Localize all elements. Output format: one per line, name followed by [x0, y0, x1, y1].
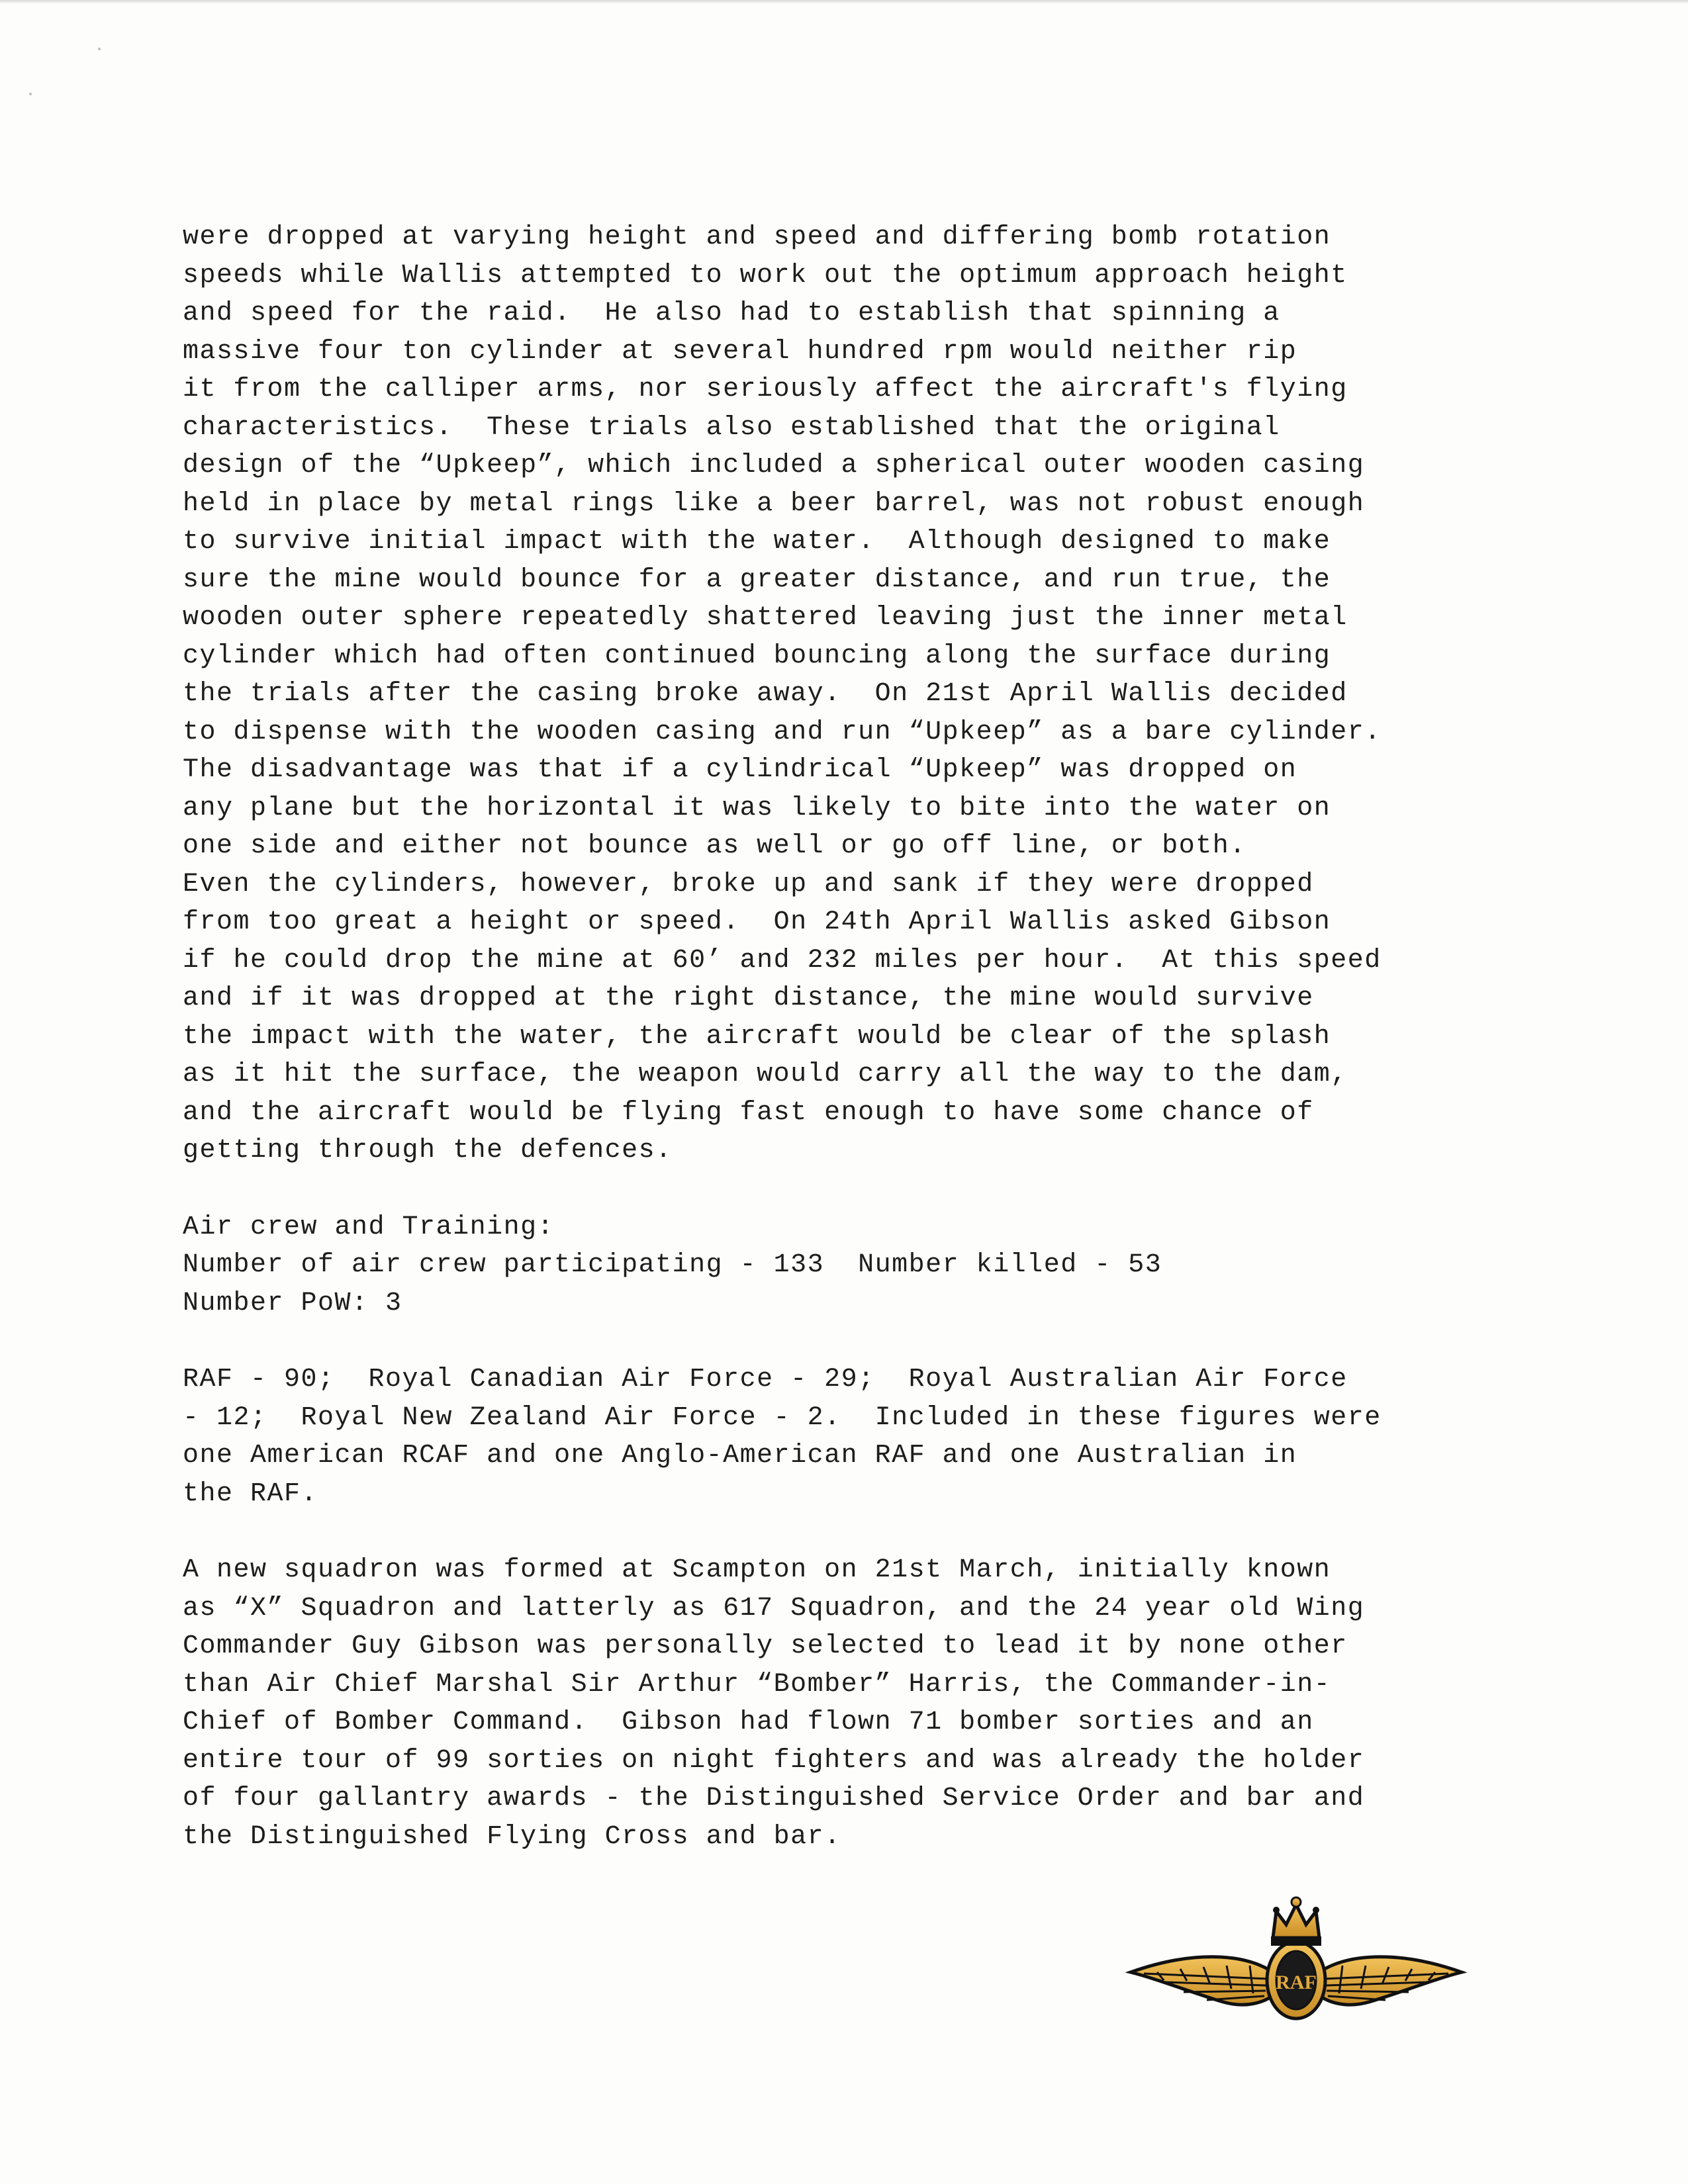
text-line: it from the calliper arms, nor seriously affect the aircraft's flying [183, 375, 1348, 404]
text-line: to dispense with the wooden casing and run “Upkeep” as a bare cylinder. [183, 717, 1382, 747]
text-line: Commander Guy Gibson was personally selected to lead it by none other [183, 1631, 1348, 1661]
forces-paragraph [183, 1361, 1480, 1513]
text-line: speeds while Wallis attempted to work out the optimum approach height [183, 260, 1348, 291]
text-line: design of the “Upkeep”, which included a spherical outer wooden casing [183, 451, 1365, 480]
text-line: any plane but the horizontal it was likely to bite into the water on [183, 793, 1331, 823]
text-line: from too great a height or speed. On 24th April Wallis asked Gibson [183, 907, 1331, 937]
text-line: of four gallantry awards - the Distinguished Service Order and bar and [183, 1784, 1365, 1813]
text-line: if he could drop the mine at 60’ and 232 miles per hour. At this speed [183, 945, 1382, 976]
text-line: as “X” Squadron and latterly as 617 Squadron, and the 24 year old Wing [183, 1593, 1365, 1623]
text-line: the impact with the water, the aircraft would be clear of the splash [183, 1021, 1331, 1052]
text-line: and the aircraft would be flying fast enough to have some chance of [183, 1097, 1314, 1128]
text-line: getting through the defences. [183, 1136, 673, 1165]
text-line: Chief of Bomber Command. Gibson had flown 71 bomber sorties and an [183, 1707, 1314, 1737]
text-line: RAF - 90; Royal Canadian Air Force - 29; Royal Australian Air Force [183, 1365, 1348, 1394]
text-line: cylinder which had often continued bouncing along the surface during [183, 641, 1331, 671]
air-crew-pow: Number PoW: 3 [183, 1288, 402, 1318]
text-line: one American RCAF and one Anglo-American RAF and one Australian in [183, 1441, 1297, 1471]
text-line: were dropped at varying height and speed and differing bomb rotation [183, 222, 1331, 252]
paper-speck [98, 48, 101, 50]
text-line: - 12; Royal New Zealand Air Force - 2. Included in these figures were [183, 1402, 1382, 1433]
text-line: wooden outer sphere repeatedly shattered leaving just the inner metal [183, 603, 1348, 633]
text-line: to survive initial impact with the water. Although designed to make [183, 527, 1331, 557]
text-line: held in place by metal rings like a beer barrel, was not robust enough [183, 488, 1365, 519]
text-line: Even the cylinders, however, broke up and sank if they were dropped [183, 869, 1314, 899]
text-line: sure the mine would bounce for a greater distance, and run true, the [183, 565, 1331, 595]
right-wing [1319, 1957, 1462, 2005]
text-line: A new squadron was formed at Scampton on 21st March, initially known [183, 1555, 1331, 1585]
text-line: as it hit the surface, the weapon would carry all the way to the dam, [183, 1060, 1348, 1089]
text-line: massive four ton cylinder at several hundred rpm would neither rip [183, 336, 1297, 367]
text-line: the Distinguished Flying Cross and bar. [183, 1821, 841, 1852]
page-top-edge [0, 0, 1688, 4]
squadron-paragraph [183, 1551, 1480, 1856]
air-crew-section [183, 1208, 1480, 1323]
text-line: The disadvantage was that if a cylindrical “Upkeep” was dropped on [183, 755, 1297, 785]
upkeep-trials-paragraph [183, 218, 1480, 1170]
text-line: entire tour of 99 sorties on night fighters and was already the holder [183, 1745, 1365, 1776]
text-line: than Air Chief Marshal Sir Arthur “Bomber” Harris, the Commander-in- [183, 1669, 1331, 1700]
air-crew-participating: Number of air crew participating - 133 Number killed - 53 [183, 1250, 1162, 1280]
text-line: and speed for the raid. He also had to establish that spinning a [183, 298, 1280, 328]
typed-text [183, 218, 1480, 1856]
crown-icon [1271, 1897, 1321, 1946]
emblem-lettering: RAF [1276, 1972, 1317, 1993]
text-line: one side and either not bounce as well or go off line, or both. [183, 831, 1246, 861]
text-line: the RAF. [183, 1479, 318, 1509]
paper-speck [29, 93, 32, 95]
raf-wings-icon [1117, 1873, 1475, 2038]
text-line: and if it was dropped at the right distance, the mine would survive [183, 983, 1314, 1013]
air-crew-heading: Air crew and Training: [183, 1212, 555, 1242]
left-wing [1131, 1957, 1273, 2005]
text-line: characteristics. These trials also established that the original [183, 412, 1280, 443]
text-line: the trials after the casing broke away. On 21st April Wallis decided [183, 679, 1348, 709]
